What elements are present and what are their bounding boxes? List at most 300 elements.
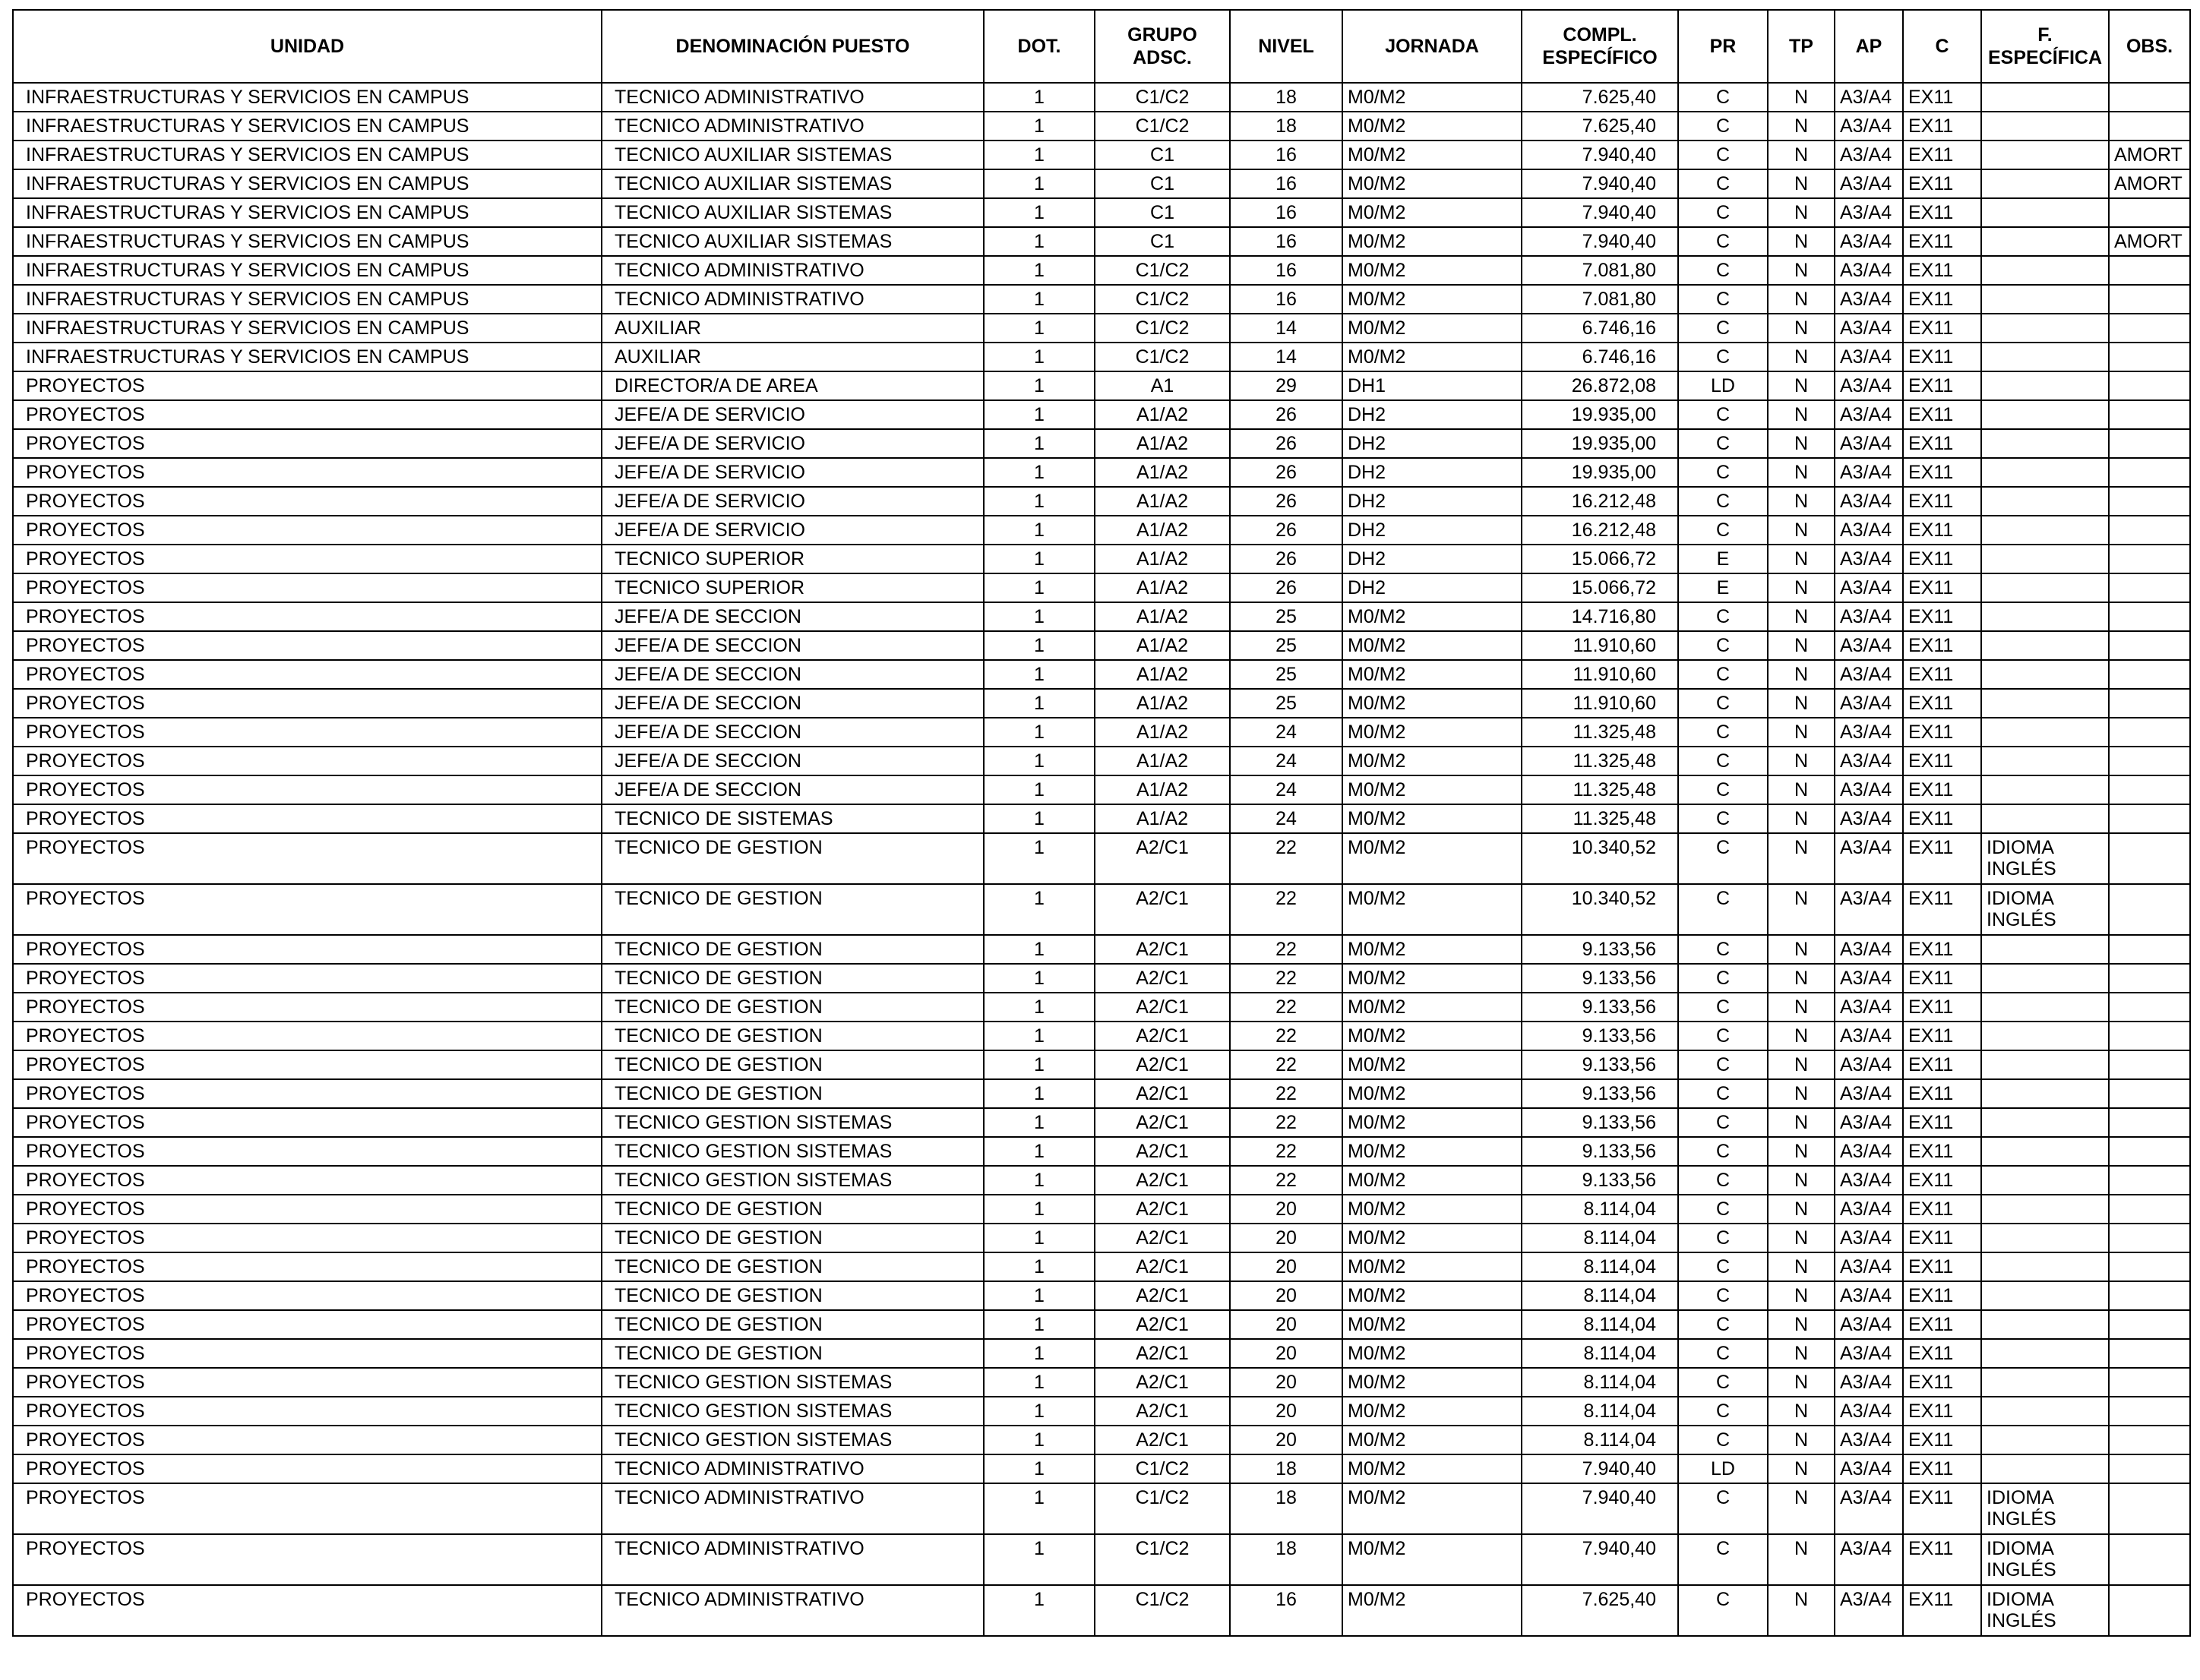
cell-denominacion: TECNICO AUXILIAR SISTEMAS — [602, 198, 984, 227]
cell-unidad: PROYECTOS — [13, 1426, 602, 1454]
cell-denominacion: TECNICO ADMINISTRATIVO — [602, 1534, 984, 1585]
cell-f-especifica: IDIOMA INGLÉS — [1981, 833, 2109, 884]
table-row — [13, 1137, 2190, 1166]
cell-ap: A3/A4 — [1835, 112, 1903, 141]
cell-dot: 1 — [984, 1454, 1095, 1483]
cell-obs — [2109, 884, 2190, 935]
cell-unidad: PROYECTOS — [13, 516, 602, 545]
cell-pr: C — [1678, 1281, 1768, 1310]
cell-unidad: PROYECTOS — [13, 429, 602, 458]
cell-jornada: DH2 — [1342, 400, 1522, 429]
cell-nivel: 22 — [1230, 935, 1342, 964]
cell-pr: C — [1678, 935, 1768, 964]
cell-tp: N — [1768, 112, 1835, 141]
cell-ap: A3/A4 — [1835, 83, 1903, 112]
cell-denominacion: DIRECTOR/A DE AREA — [602, 371, 984, 400]
cell-obs — [2109, 573, 2190, 602]
cell-nivel: 20 — [1230, 1252, 1342, 1281]
cell-jornada: DH2 — [1342, 429, 1522, 458]
table-row — [13, 1368, 2190, 1397]
cell-grupo: A1/A2 — [1095, 631, 1230, 660]
cell-denominacion: TECNICO ADMINISTRATIVO — [602, 285, 984, 314]
cell-jornada: M0/M2 — [1342, 1022, 1522, 1050]
cell-jornada: M0/M2 — [1342, 747, 1522, 775]
cell-obs — [2109, 1108, 2190, 1137]
cell-nivel: 26 — [1230, 516, 1342, 545]
cell-tp: N — [1768, 1195, 1835, 1224]
cell-tp: N — [1768, 198, 1835, 227]
cell-f-especifica — [1981, 993, 2109, 1022]
cell-f-especifica — [1981, 1079, 2109, 1108]
cell-c: EX11 — [1903, 1454, 1981, 1483]
cell-f-especifica — [1981, 1050, 2109, 1079]
cell-nivel: 14 — [1230, 343, 1342, 371]
cell-dot: 1 — [984, 884, 1095, 935]
cell-tp: N — [1768, 689, 1835, 718]
header-tp: TP — [1768, 10, 1835, 83]
cell-f-especifica — [1981, 227, 2109, 256]
cell-denominacion: JEFE/A DE SERVICIO — [602, 516, 984, 545]
cell-f-especifica — [1981, 1310, 2109, 1339]
cell-obs — [2109, 1339, 2190, 1368]
cell-c: EX11 — [1903, 1224, 1981, 1252]
cell-compl-especifico: 7.940,40 — [1522, 1483, 1678, 1534]
cell-denominacion: TECNICO GESTION SISTEMAS — [602, 1108, 984, 1137]
cell-dot: 1 — [984, 141, 1095, 169]
cell-unidad: PROYECTOS — [13, 1050, 602, 1079]
cell-obs: AMORT — [2109, 227, 2190, 256]
cell-tp: N — [1768, 1368, 1835, 1397]
cell-c: EX11 — [1903, 1426, 1981, 1454]
cell-c: EX11 — [1903, 1022, 1981, 1050]
cell-jornada: M0/M2 — [1342, 1310, 1522, 1339]
cell-pr: C — [1678, 1368, 1768, 1397]
cell-denominacion: TECNICO ADMINISTRATIVO — [602, 1585, 984, 1636]
cell-ap: A3/A4 — [1835, 1310, 1903, 1339]
cell-nivel: 16 — [1230, 227, 1342, 256]
header-c: C — [1903, 10, 1981, 83]
table-row — [13, 660, 2190, 689]
cell-f-especifica — [1981, 1108, 2109, 1137]
positions-table — [12, 9, 2191, 1637]
cell-jornada: M0/M2 — [1342, 1050, 1522, 1079]
cell-unidad: INFRAESTRUCTURAS Y SERVICIOS EN CAMPUS — [13, 112, 602, 141]
cell-tp: N — [1768, 429, 1835, 458]
cell-compl-especifico: 9.133,56 — [1522, 935, 1678, 964]
cell-pr: C — [1678, 487, 1768, 516]
cell-denominacion: TECNICO DE GESTION — [602, 1310, 984, 1339]
table-row — [13, 804, 2190, 833]
cell-grupo: A1/A2 — [1095, 718, 1230, 747]
cell-f-especifica — [1981, 775, 2109, 804]
cell-obs — [2109, 314, 2190, 343]
cell-unidad: PROYECTOS — [13, 631, 602, 660]
cell-grupo: C1/C2 — [1095, 256, 1230, 285]
cell-nivel: 22 — [1230, 1022, 1342, 1050]
cell-ap: A3/A4 — [1835, 964, 1903, 993]
cell-f-especifica — [1981, 487, 2109, 516]
cell-obs — [2109, 429, 2190, 458]
cell-ap: A3/A4 — [1835, 429, 1903, 458]
table-row — [13, 285, 2190, 314]
cell-nivel: 22 — [1230, 1050, 1342, 1079]
cell-pr: LD — [1678, 1454, 1768, 1483]
cell-tp: N — [1768, 1483, 1835, 1534]
cell-obs — [2109, 1281, 2190, 1310]
table-row — [13, 1397, 2190, 1426]
cell-grupo: C1/C2 — [1095, 343, 1230, 371]
cell-denominacion: TECNICO DE GESTION — [602, 1224, 984, 1252]
cell-compl-especifico: 8.114,04 — [1522, 1426, 1678, 1454]
cell-grupo: C1/C2 — [1095, 83, 1230, 112]
cell-c: EX11 — [1903, 343, 1981, 371]
cell-pr: C — [1678, 660, 1768, 689]
cell-c: EX11 — [1903, 112, 1981, 141]
cell-compl-especifico: 11.910,60 — [1522, 631, 1678, 660]
cell-grupo: A1/A2 — [1095, 804, 1230, 833]
table-row — [13, 689, 2190, 718]
cell-unidad: PROYECTOS — [13, 1534, 602, 1585]
cell-nivel: 16 — [1230, 285, 1342, 314]
cell-c: EX11 — [1903, 689, 1981, 718]
cell-c: EX11 — [1903, 1050, 1981, 1079]
cell-tp: N — [1768, 343, 1835, 371]
cell-ap: A3/A4 — [1835, 833, 1903, 884]
cell-ap: A3/A4 — [1835, 631, 1903, 660]
cell-c: EX11 — [1903, 516, 1981, 545]
cell-denominacion: JEFE/A DE SECCION — [602, 689, 984, 718]
cell-dot: 1 — [984, 1050, 1095, 1079]
cell-tp: N — [1768, 83, 1835, 112]
cell-tp: N — [1768, 545, 1835, 573]
cell-nivel: 20 — [1230, 1195, 1342, 1224]
cell-dot: 1 — [984, 631, 1095, 660]
cell-jornada: M0/M2 — [1342, 1339, 1522, 1368]
cell-dot: 1 — [984, 1483, 1095, 1534]
cell-nivel: 18 — [1230, 1483, 1342, 1534]
cell-jornada: M0/M2 — [1342, 1166, 1522, 1195]
cell-denominacion: TECNICO SUPERIOR — [602, 545, 984, 573]
cell-compl-especifico: 9.133,56 — [1522, 1079, 1678, 1108]
table-row — [13, 227, 2190, 256]
cell-jornada: M0/M2 — [1342, 935, 1522, 964]
table-row — [13, 775, 2190, 804]
cell-obs — [2109, 256, 2190, 285]
cell-dot: 1 — [984, 314, 1095, 343]
table-row — [13, 1454, 2190, 1483]
cell-denominacion: TECNICO DE GESTION — [602, 964, 984, 993]
cell-dot: 1 — [984, 285, 1095, 314]
cell-unidad: PROYECTOS — [13, 1397, 602, 1426]
cell-c: EX11 — [1903, 1368, 1981, 1397]
cell-grupo: A1/A2 — [1095, 516, 1230, 545]
cell-unidad: PROYECTOS — [13, 993, 602, 1022]
cell-dot: 1 — [984, 1137, 1095, 1166]
cell-ap: A3/A4 — [1835, 1224, 1903, 1252]
cell-denominacion: JEFE/A DE SERVICIO — [602, 400, 984, 429]
cell-denominacion: JEFE/A DE SECCION — [602, 631, 984, 660]
cell-f-especifica — [1981, 573, 2109, 602]
cell-compl-especifico: 9.133,56 — [1522, 1137, 1678, 1166]
cell-grupo: A2/C1 — [1095, 1368, 1230, 1397]
cell-denominacion: TECNICO ADMINISTRATIVO — [602, 83, 984, 112]
cell-grupo: A2/C1 — [1095, 964, 1230, 993]
cell-tp: N — [1768, 718, 1835, 747]
cell-jornada: M0/M2 — [1342, 112, 1522, 141]
cell-denominacion: JEFE/A DE SECCION — [602, 718, 984, 747]
cell-unidad: PROYECTOS — [13, 1368, 602, 1397]
cell-dot: 1 — [984, 935, 1095, 964]
cell-f-especifica — [1981, 1166, 2109, 1195]
cell-jornada: M0/M2 — [1342, 343, 1522, 371]
cell-compl-especifico: 19.935,00 — [1522, 458, 1678, 487]
cell-c: EX11 — [1903, 993, 1981, 1022]
cell-c: EX11 — [1903, 1195, 1981, 1224]
cell-denominacion: TECNICO GESTION SISTEMAS — [602, 1137, 984, 1166]
cell-compl-especifico: 6.746,16 — [1522, 343, 1678, 371]
cell-obs: AMORT — [2109, 141, 2190, 169]
table-row — [13, 112, 2190, 141]
cell-f-especifica — [1981, 1252, 2109, 1281]
cell-nivel: 25 — [1230, 631, 1342, 660]
cell-ap: A3/A4 — [1835, 1397, 1903, 1426]
cell-denominacion: JEFE/A DE SECCION — [602, 747, 984, 775]
table-row — [13, 993, 2190, 1022]
cell-tp: N — [1768, 964, 1835, 993]
cell-obs — [2109, 689, 2190, 718]
cell-compl-especifico: 7.625,40 — [1522, 112, 1678, 141]
cell-grupo: A1/A2 — [1095, 400, 1230, 429]
cell-nivel: 20 — [1230, 1281, 1342, 1310]
header-compl-especifico: COMPL. ESPECÍFICO — [1522, 10, 1678, 83]
cell-f-especifica — [1981, 458, 2109, 487]
cell-compl-especifico: 16.212,48 — [1522, 516, 1678, 545]
cell-denominacion: AUXILIAR — [602, 343, 984, 371]
cell-compl-especifico: 19.935,00 — [1522, 429, 1678, 458]
cell-denominacion: TECNICO DE GESTION — [602, 1252, 984, 1281]
cell-obs — [2109, 1368, 2190, 1397]
cell-pr: C — [1678, 602, 1768, 631]
cell-obs — [2109, 631, 2190, 660]
cell-tp: N — [1768, 1281, 1835, 1310]
cell-unidad: INFRAESTRUCTURAS Y SERVICIOS EN CAMPUS — [13, 314, 602, 343]
cell-unidad: PROYECTOS — [13, 935, 602, 964]
cell-c: EX11 — [1903, 141, 1981, 169]
cell-jornada: M0/M2 — [1342, 1397, 1522, 1426]
cell-obs — [2109, 1137, 2190, 1166]
cell-f-especifica — [1981, 141, 2109, 169]
cell-compl-especifico: 8.114,04 — [1522, 1252, 1678, 1281]
cell-jornada: M0/M2 — [1342, 314, 1522, 343]
cell-grupo: A2/C1 — [1095, 1426, 1230, 1454]
header-pr: PR — [1678, 10, 1768, 83]
cell-dot: 1 — [984, 1166, 1095, 1195]
cell-nivel: 24 — [1230, 747, 1342, 775]
cell-dot: 1 — [984, 458, 1095, 487]
cell-unidad: PROYECTOS — [13, 718, 602, 747]
cell-c: EX11 — [1903, 1166, 1981, 1195]
cell-ap: A3/A4 — [1835, 169, 1903, 198]
cell-nivel: 22 — [1230, 1108, 1342, 1137]
cell-unidad: INFRAESTRUCTURAS Y SERVICIOS EN CAMPUS — [13, 256, 602, 285]
header-row — [13, 10, 2190, 83]
cell-jornada: M0/M2 — [1342, 993, 1522, 1022]
cell-jornada: M0/M2 — [1342, 884, 1522, 935]
table-row — [13, 1022, 2190, 1050]
cell-dot: 1 — [984, 227, 1095, 256]
cell-dot: 1 — [984, 689, 1095, 718]
table-row — [13, 1079, 2190, 1108]
cell-grupo: C1/C2 — [1095, 1454, 1230, 1483]
cell-jornada: DH2 — [1342, 573, 1522, 602]
cell-denominacion: TECNICO GESTION SISTEMAS — [602, 1426, 984, 1454]
cell-obs — [2109, 833, 2190, 884]
cell-f-especifica — [1981, 198, 2109, 227]
cell-nivel: 24 — [1230, 775, 1342, 804]
cell-obs — [2109, 1454, 2190, 1483]
cell-compl-especifico: 10.340,52 — [1522, 833, 1678, 884]
cell-dot: 1 — [984, 1339, 1095, 1368]
cell-grupo: A2/C1 — [1095, 1397, 1230, 1426]
cell-obs — [2109, 112, 2190, 141]
cell-nivel: 18 — [1230, 1534, 1342, 1585]
cell-compl-especifico: 8.114,04 — [1522, 1368, 1678, 1397]
cell-unidad: PROYECTOS — [13, 487, 602, 516]
cell-c: EX11 — [1903, 1310, 1981, 1339]
cell-obs — [2109, 804, 2190, 833]
cell-ap: A3/A4 — [1835, 1534, 1903, 1585]
cell-dot: 1 — [984, 1310, 1095, 1339]
cell-pr: C — [1678, 1397, 1768, 1426]
cell-ap: A3/A4 — [1835, 1195, 1903, 1224]
cell-pr: E — [1678, 573, 1768, 602]
cell-grupo: A1/A2 — [1095, 545, 1230, 573]
cell-c: EX11 — [1903, 487, 1981, 516]
cell-pr: C — [1678, 993, 1768, 1022]
cell-jornada: M0/M2 — [1342, 964, 1522, 993]
cell-unidad: INFRAESTRUCTURAS Y SERVICIOS EN CAMPUS — [13, 169, 602, 198]
cell-unidad: PROYECTOS — [13, 804, 602, 833]
cell-denominacion: TECNICO DE GESTION — [602, 1195, 984, 1224]
cell-unidad: INFRAESTRUCTURAS Y SERVICIOS EN CAMPUS — [13, 343, 602, 371]
cell-nivel: 20 — [1230, 1426, 1342, 1454]
cell-pr: C — [1678, 718, 1768, 747]
cell-denominacion: TECNICO DE GESTION — [602, 993, 984, 1022]
cell-grupo: A2/C1 — [1095, 1137, 1230, 1166]
cell-f-especifica — [1981, 747, 2109, 775]
cell-tp: N — [1768, 227, 1835, 256]
cell-grupo: A1/A2 — [1095, 775, 1230, 804]
cell-denominacion: TECNICO ADMINISTRATIVO — [602, 1454, 984, 1483]
table-row — [13, 833, 2190, 884]
cell-unidad: PROYECTOS — [13, 1281, 602, 1310]
cell-unidad: PROYECTOS — [13, 1108, 602, 1137]
cell-dot: 1 — [984, 169, 1095, 198]
cell-unidad: PROYECTOS — [13, 964, 602, 993]
table-row — [13, 747, 2190, 775]
cell-f-especifica — [1981, 1224, 2109, 1252]
cell-c: EX11 — [1903, 573, 1981, 602]
cell-jornada: DH2 — [1342, 516, 1522, 545]
cell-obs — [2109, 1397, 2190, 1426]
cell-pr: C — [1678, 112, 1768, 141]
cell-dot: 1 — [984, 1252, 1095, 1281]
cell-unidad: PROYECTOS — [13, 602, 602, 631]
cell-nivel: 22 — [1230, 1079, 1342, 1108]
cell-jornada: M0/M2 — [1342, 775, 1522, 804]
cell-ap: A3/A4 — [1835, 198, 1903, 227]
cell-grupo: A2/C1 — [1095, 1195, 1230, 1224]
cell-pr: C — [1678, 1483, 1768, 1534]
cell-compl-especifico: 11.325,48 — [1522, 804, 1678, 833]
cell-grupo: A1/A2 — [1095, 747, 1230, 775]
cell-ap: A3/A4 — [1835, 1585, 1903, 1636]
table-row — [13, 1310, 2190, 1339]
cell-denominacion: TECNICO DE GESTION — [602, 1281, 984, 1310]
cell-tp: N — [1768, 1426, 1835, 1454]
cell-grupo: C1 — [1095, 227, 1230, 256]
table-row — [13, 1281, 2190, 1310]
cell-obs — [2109, 198, 2190, 227]
cell-ap: A3/A4 — [1835, 573, 1903, 602]
table-row — [13, 1252, 2190, 1281]
cell-c: EX11 — [1903, 1483, 1981, 1534]
cell-nivel: 20 — [1230, 1224, 1342, 1252]
cell-grupo: A1/A2 — [1095, 660, 1230, 689]
cell-f-especifica — [1981, 689, 2109, 718]
header-jornada: JORNADA — [1342, 10, 1522, 83]
cell-ap: A3/A4 — [1835, 371, 1903, 400]
cell-pr: C — [1678, 1079, 1768, 1108]
cell-c: EX11 — [1903, 964, 1981, 993]
cell-jornada: DH1 — [1342, 371, 1522, 400]
cell-tp: N — [1768, 256, 1835, 285]
cell-jornada: M0/M2 — [1342, 1079, 1522, 1108]
cell-f-especifica — [1981, 602, 2109, 631]
cell-ap: A3/A4 — [1835, 1483, 1903, 1534]
cell-grupo: C1/C2 — [1095, 1534, 1230, 1585]
cell-pr: E — [1678, 545, 1768, 573]
cell-c: EX11 — [1903, 1534, 1981, 1585]
cell-jornada: M0/M2 — [1342, 1534, 1522, 1585]
cell-tp: N — [1768, 1534, 1835, 1585]
cell-denominacion: TECNICO GESTION SISTEMAS — [602, 1166, 984, 1195]
cell-c: EX11 — [1903, 884, 1981, 935]
cell-nivel: 22 — [1230, 1137, 1342, 1166]
cell-jornada: M0/M2 — [1342, 833, 1522, 884]
cell-unidad: INFRAESTRUCTURAS Y SERVICIOS EN CAMPUS — [13, 83, 602, 112]
cell-jornada: DH2 — [1342, 487, 1522, 516]
cell-tp: N — [1768, 833, 1835, 884]
cell-nivel: 26 — [1230, 545, 1342, 573]
cell-jornada: M0/M2 — [1342, 169, 1522, 198]
table-row — [13, 429, 2190, 458]
cell-unidad: PROYECTOS — [13, 884, 602, 935]
cell-pr: C — [1678, 227, 1768, 256]
cell-unidad: PROYECTOS — [13, 371, 602, 400]
cell-pr: C — [1678, 1137, 1768, 1166]
cell-compl-especifico: 15.066,72 — [1522, 545, 1678, 573]
cell-c: EX11 — [1903, 833, 1981, 884]
cell-f-especifica — [1981, 718, 2109, 747]
cell-f-especifica — [1981, 1368, 2109, 1397]
cell-c: EX11 — [1903, 775, 1981, 804]
cell-tp: N — [1768, 775, 1835, 804]
cell-jornada: M0/M2 — [1342, 689, 1522, 718]
cell-nivel: 14 — [1230, 314, 1342, 343]
cell-compl-especifico: 11.910,60 — [1522, 689, 1678, 718]
cell-tp: N — [1768, 1252, 1835, 1281]
